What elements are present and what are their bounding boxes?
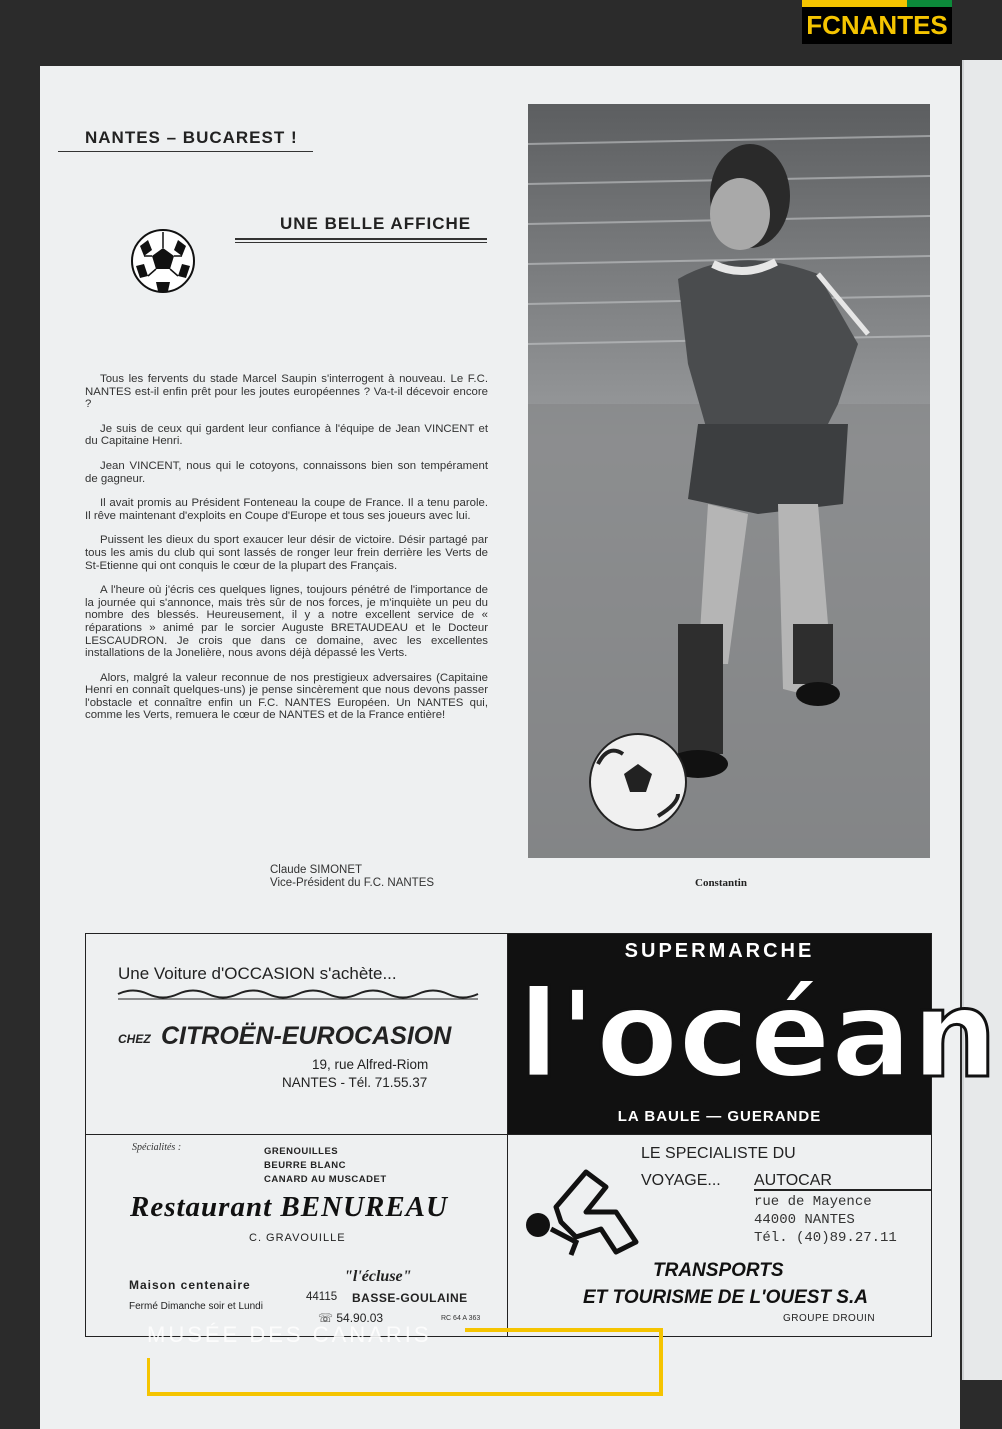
transports-line2: VOYAGE... <box>641 1172 721 1189</box>
benureau-postcode: 44115 <box>306 1291 338 1303</box>
brand-label: FCNANTES <box>806 10 948 40</box>
benureau-city: BASSE-GOULAINE <box>352 1291 468 1305</box>
citroen-chez: CHEZ <box>118 1032 151 1046</box>
address-line: rue de Mayence <box>754 1194 872 1210</box>
signature-title: Vice-Président du F.C. NANTES <box>270 877 435 889</box>
watermark-frame-left <box>147 1358 150 1396</box>
menu-item: GRENOUILLES <box>264 1146 339 1157</box>
ocean-logo <box>512 964 998 1105</box>
fcnantes-brand-badge <box>802 0 952 44</box>
benureau-maison: Maison centenaire <box>129 1278 251 1292</box>
ocean-top-label: SUPERMARCHE <box>624 940 815 962</box>
article-signature <box>270 864 434 890</box>
benureau-menu <box>264 1145 387 1187</box>
wave-divider-icon <box>118 987 478 1001</box>
address-line: Tél. (40)89.27.11 <box>754 1230 897 1246</box>
photo-caption: Constantin <box>695 877 747 889</box>
article-paragraph: Tous les fervents du stade Marcel Saupin s'interrogent à nouveau. Le F.C. NANTES est-il enfin prêt pour les joutes européennes ? Va-t-il décevoir encore ? <box>85 373 488 411</box>
musee-watermark: MUSÉE DES CANARIS <box>147 1322 432 1347</box>
transports-title2: ET TOURISME DE L'OUEST S.A <box>583 1287 868 1308</box>
transports-title1: TRANSPORTS <box>653 1260 784 1281</box>
header-rule <box>58 151 313 152</box>
ad-transports-ouest <box>508 1135 931 1336</box>
football-icon <box>130 228 196 294</box>
benureau-owner: C. GRAVOUILLE <box>249 1232 346 1244</box>
benureau-specialites: Spécialités : <box>132 1142 182 1153</box>
benureau-name: Restaurant BENUREAU <box>130 1191 448 1223</box>
address-line: 44000 NANTES <box>754 1212 855 1228</box>
benureau-rc: RC 64 A 363 <box>441 1315 481 1322</box>
advertisements-grid <box>85 933 998 1337</box>
article-paragraph: Jean VINCENT, nous qui le cotoyons, connaissons bien son tempérament de gagneur. <box>85 459 488 485</box>
adjacent-page-edge <box>962 60 1002 1380</box>
citroen-address: 19, rue Alfred-Riom <box>312 1057 429 1072</box>
ocean-logo-text: l'océan <box>518 966 998 1105</box>
transports-address <box>754 1193 897 1247</box>
program-page <box>40 66 998 1429</box>
autocar-rule <box>754 1189 931 1191</box>
transports-autocar: AUTOCAR <box>754 1172 832 1189</box>
menu-item: CANARD AU MUSCADET <box>264 1174 387 1185</box>
subheader-rule-thin <box>235 242 487 243</box>
signature-name: Claude SIMONET <box>270 864 363 876</box>
brand-color-stripe <box>802 0 952 7</box>
ad-restaurant-benureau <box>86 1135 508 1336</box>
watermark-frame-right <box>659 1328 663 1396</box>
article-paragraph: Je suis de ceux qui gardent leur confiance à l'équipe de Jean VINCENT et du Capitaine Henri. <box>85 422 488 448</box>
article-subheader: UNE BELLE AFFICHE <box>280 214 472 233</box>
transports-group: GROUPE DROUIN <box>783 1313 876 1324</box>
citroen-phone: NANTES - Tél. 71.55.37 <box>282 1075 428 1090</box>
citroen-brand: CITROËN-EUROCASION <box>161 1022 452 1050</box>
article-header: NANTES – BUCAREST ! <box>85 128 298 147</box>
transports-line1: LE SPECIALISTE DU <box>641 1145 796 1162</box>
ad-citroen <box>86 934 508 1135</box>
watermark-frame-bottom <box>147 1392 663 1396</box>
player-photo <box>528 104 930 858</box>
article-paragraph: Il avait promis au Président Fonteneau la coupe de France. Il a tenu parole. Il rêve maintenant d'exploits en Coupe d'Europe et tous ses joueurs avec lui. <box>85 497 488 522</box>
article-paragraph: Puissent les dieux du sport exaucer leur désir de victoire. Désir partagé par tous les amis du club qui sont lassés de ronger leur frein derrière les Verts de St-Etienne qui ont conquis le cœur de la plupart des Français. <box>85 534 488 572</box>
article-paragraph: Alors, malgré la valeur reconnue de nos prestigieux adversaires (Capitaine Henri en connaît quelques-uns) je pense sincèrement que nous devons passer l'obstacle et connaître enfin un F.C. NANTES Européen. Un NANTES qui, comme les Verts, remuera le cœur de NANTES et de la France entière! <box>85 671 488 722</box>
article-paragraph: A l'heure où j'écris ces quelques lignes, toujours pénétré de l'importance de la journée qui s'annonce, mais très sûr de nos forces, je m'inquiète un peu du nombre des blessés. Heureusement, il y a notre excellent service de « réparations » animé par le sorcier Auguste BRETAUDEAU et le Docteur LESCAUDRON. Je crois que dans ce domaine, avec les excellentes installations de la Jonelière, nous avons déjà dépassé les Verts. <box>85 584 488 660</box>
subheader-rule <box>235 238 487 240</box>
benureau-phone: ☏ 54.90.03 <box>318 1311 384 1325</box>
menu-item: BEURRE BLANC <box>264 1160 346 1171</box>
traveler-logo-icon <box>516 1167 646 1262</box>
benureau-ecluse: "l'écluse" <box>344 1268 412 1285</box>
ad-ocean-supermarche <box>508 934 998 1135</box>
ocean-cities: LA BAULE — GUERANDE <box>617 1108 822 1125</box>
benureau-hours: Fermé Dimanche soir et Lundi <box>129 1301 263 1312</box>
article-body <box>85 373 488 734</box>
citroen-tagline: Une Voiture d'OCCASION s'achète... <box>118 964 397 983</box>
watermark-frame-top <box>465 1328 663 1332</box>
